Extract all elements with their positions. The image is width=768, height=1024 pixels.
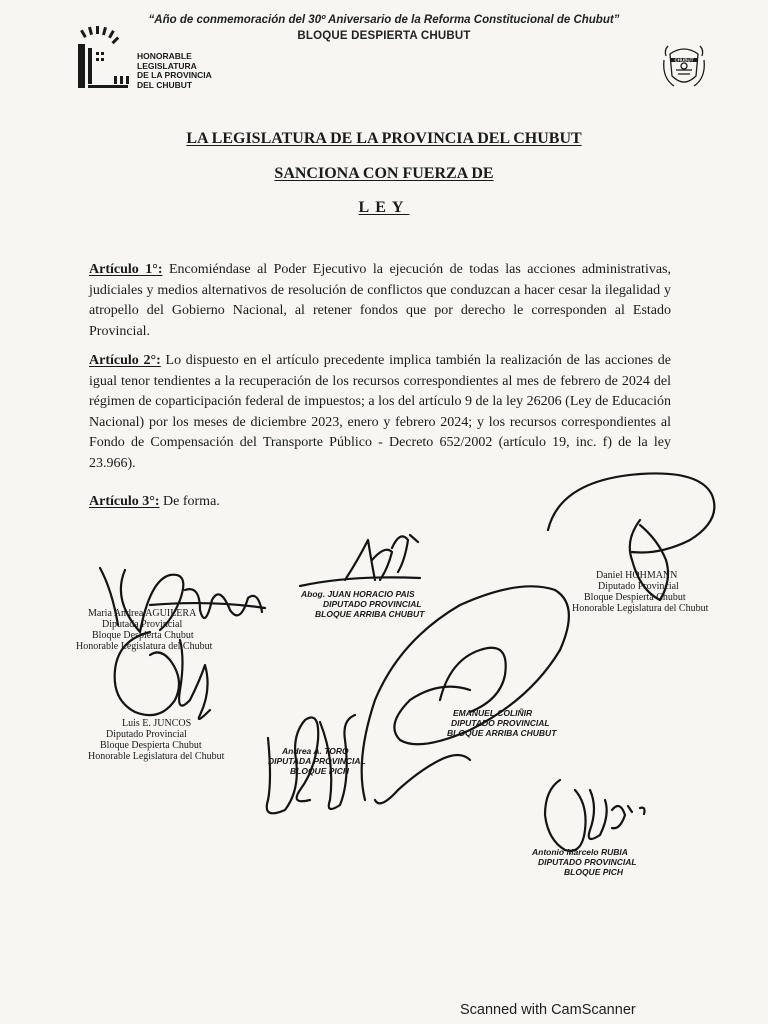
article-2 [89,351,671,474]
article-3-label: Artículo 3°: [89,494,160,509]
header-motto: “Año de conmemoración del 30º Aniversario de la Reforma Constitucional de Chubut” [148,14,620,26]
signature-block-aguilera: Maria Andrea AGUILERA Diputada Provincial Bloque Despierta Chubut Honorable Legislatura del Chubut [76,608,213,652]
emblem-label: CHUBUT [674,57,694,63]
header-bloque: BLOQUE DESPIERTA CHUBUT [297,30,471,42]
signature-block-rubia: Antonio Marcelo RUBIA DIPUTADO PROVINCIAL BLOQUE PICH [532,847,637,877]
signature-block-colinir: EMANUEL COLIÑIR DIPUTADO PROVINCIAL BLOQUE ARRIBA CHUBUT [447,708,557,738]
article-3-text: De forma. [163,494,220,509]
scanner-watermark: Scanned with CamScanner [460,1002,636,1018]
article-2-label: Artículo 2°: [89,353,161,368]
article-1 [89,260,671,342]
article-1-text: Encomiéndase al Poder Ejecutivo la ejecución de todas las acciones administrativas, judiciales y medios alternativos de resolución de conflictos que conduzcan a hacer cesar la ilegalidad y atropello del Gobierno Nacional, al retener fondos que por derecho le corresponden al Estado Provincial. [89,262,671,339]
signature-rubia [545,780,645,851]
article-1-label: Artículo 1°: [89,262,163,277]
article-3 [89,492,671,513]
title-legislatura: LA LEGISLATURA DE LA PROVINCIA DEL CHUBUT [186,130,582,147]
article-2-text: Lo dispuesto en el artículo precedente implica también la realización de las acciones de igual tenor tendientes a la recuperación de los recursos correspondientes al mes de febrero de 2024 del régimen de coparticipación federal de impuestos; a los del artículo 9 de la ley 26206 (Ley de Educación Nacional) por los meses de diciembre 2023, enero y febrero 2024; y los recursos correspondientes al Fondo de Compensación del Transporte Público - Decreto 652/2002 (artículo 19, inc. f) de la ley 23.966). [89,353,672,471]
signature-pais [300,535,420,586]
chubut-emblem-icon [660,40,708,94]
signature-block-pais: Abog. JUAN HORACIO PAIS DIPUTADO PROVINCIAL BLOQUE ARRIBA CHUBUT [301,589,425,619]
signature-block-toro: Andrea A. TORO DIPUTADA PROVINCIAL BLOQUE PICH [268,746,366,776]
signature-block-hohmann: Daniel HOHMANN Diputado Provincial Bloque Despierta Chubut Honorable Legislatura del Chubut [572,570,709,614]
signature-block-juncos: Luis E. JUNCOS Diputado Provincial Bloque Despierta Chubut Honorable Legislatura del Chubut [88,718,225,762]
legislature-logo-icon [74,26,134,92]
title-ley: LEY [358,199,410,216]
title-sanciona: SANCIONA CON FUERZA DE [274,165,494,182]
legislature-logo-text: HONORABLE LEGISLATURA DE LA PROVINCIA DEL CHUBUT [137,51,212,90]
